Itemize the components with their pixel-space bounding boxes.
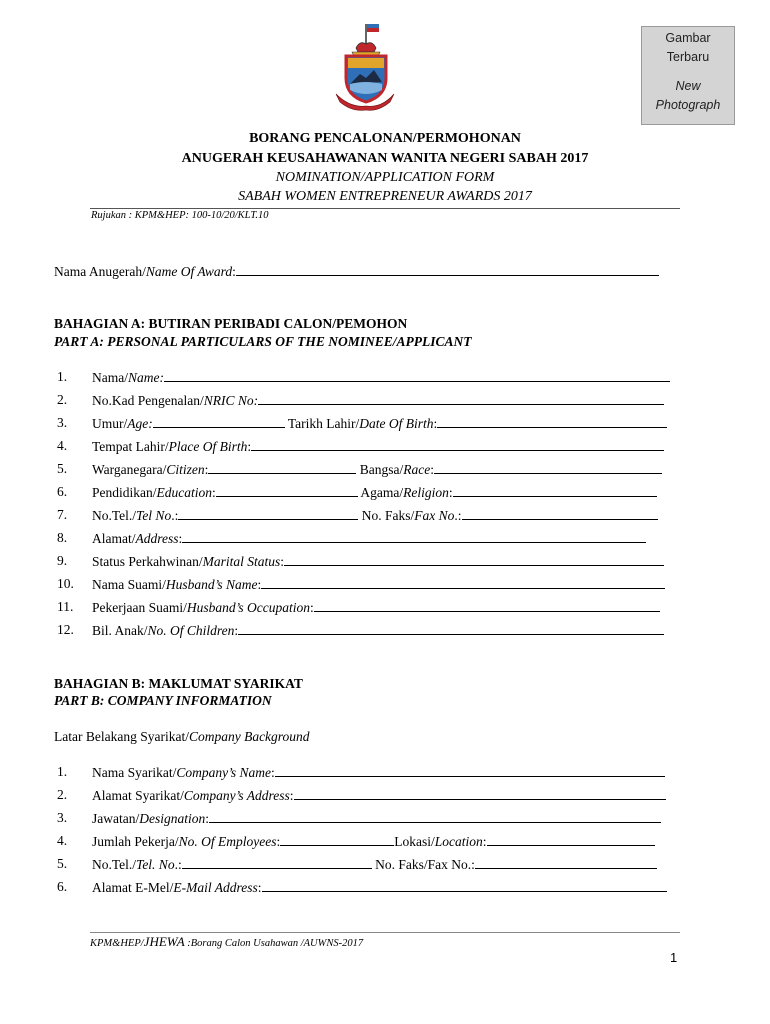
- item-label-ms: Umur/: [92, 416, 128, 431]
- item-label-en: Tel. No: [136, 857, 175, 872]
- item-label-ms: Status Perkahwinan/: [92, 554, 203, 569]
- item-colon: :: [257, 880, 262, 895]
- item-number: 3.: [57, 810, 68, 825]
- item-label-en: Company’s Address: [183, 788, 290, 803]
- age-input-line[interactable]: [153, 414, 285, 428]
- footer-divider: [90, 932, 680, 933]
- photo-box-label-en-2: Photograph: [655, 98, 721, 112]
- company-background-en: Company Background: [188, 729, 310, 744]
- children-input-line[interactable]: [238, 621, 664, 635]
- item-label-en-2: Date Of Birth: [359, 416, 434, 431]
- item-number: 4.: [57, 438, 68, 453]
- item-colon-2: :: [482, 834, 487, 849]
- husband-name-input-line[interactable]: [261, 575, 665, 589]
- footer-text: [90, 934, 363, 950]
- photo-box-label-ms-2: Terbaru: [666, 50, 710, 64]
- item-label-en: Age:: [127, 416, 153, 431]
- item-label-en: Citizen: [166, 462, 205, 477]
- item-number: 3.: [57, 415, 68, 430]
- item-colon-2: :: [433, 416, 438, 431]
- item-colon: :: [212, 485, 216, 500]
- item-colon: :: [204, 462, 209, 477]
- item-number: 10.: [57, 576, 74, 591]
- photo-box-label-en-1: New: [675, 79, 701, 93]
- photo-box: [641, 26, 735, 125]
- education-input-line[interactable]: [216, 483, 358, 497]
- item-label-en: NRIC No:: [203, 393, 259, 408]
- item-label-ms: Tempat Lahir/: [92, 439, 169, 454]
- item-label-ms-2: No. Faks/Fax No.:: [371, 857, 475, 872]
- item-colon-2: :: [430, 462, 435, 477]
- award-label-en: Name Of Award: [145, 264, 233, 279]
- item-number: 9.: [57, 553, 68, 568]
- company-address-input-line[interactable]: [294, 786, 666, 800]
- tel-input-line[interactable]: [178, 506, 358, 520]
- form-title-ms: BORANG PENCALONAN/PERMOHONAN: [249, 131, 521, 146]
- item-label-en: Name:: [128, 370, 164, 385]
- religion-input-line[interactable]: [453, 483, 657, 497]
- fax-input-line[interactable]: [462, 506, 658, 520]
- reference-number: Rujukan : KPM&HEP: 100-10/20/KLT.10: [91, 210, 269, 221]
- award-colon: :: [232, 264, 236, 279]
- item-number: 1.: [57, 764, 68, 779]
- item-colon: :: [309, 600, 314, 615]
- pob-input-line[interactable]: [251, 437, 664, 451]
- item-number: 12.: [57, 622, 74, 637]
- item-colon: .:: [171, 508, 179, 523]
- item-label-ms: Pekerjaan Suami/: [92, 600, 187, 615]
- item-label-en-2: Race: [403, 462, 431, 477]
- footer-form-code: :Borang Calon Usahawan /AUWNS-2017: [184, 938, 364, 949]
- employees-input-line[interactable]: [280, 832, 394, 846]
- item-label-ms: No.Kad Pengenalan/: [92, 393, 204, 408]
- designation-input-line[interactable]: [209, 809, 661, 823]
- item-label-ms: Pendidikan/: [92, 485, 157, 500]
- company-tel-input-line[interactable]: [182, 855, 372, 869]
- location-input-line[interactable]: [487, 832, 655, 846]
- item-number: 2.: [57, 392, 68, 407]
- citizen-input-line[interactable]: [208, 460, 356, 474]
- item-number: 6.: [57, 484, 68, 499]
- item-label-en: Husband’s Name: [165, 577, 258, 592]
- part-b-heading-en: PART B: COMPANY INFORMATION: [54, 693, 272, 708]
- item-colon: :: [280, 554, 285, 569]
- item-number: 5.: [57, 461, 68, 476]
- item-label-en: Place Of Birth: [168, 439, 248, 454]
- sabah-crest-logo: [330, 18, 400, 112]
- item-label-en: Marital Status: [202, 554, 281, 569]
- company-fax-input-line[interactable]: [475, 855, 657, 869]
- item-number: 11.: [57, 599, 74, 614]
- part-a-heading-ms: BAHAGIAN A: BUTIRAN PERIBADI CALON/PEMOHON: [54, 316, 408, 331]
- part-b-heading-ms: BAHAGIAN B: MAKLUMAT SYARIKAT: [54, 676, 303, 691]
- award-name-input-line[interactable]: [236, 262, 659, 276]
- item-label-en: No. Of Employees: [178, 834, 277, 849]
- item-number: 4.: [57, 833, 68, 848]
- dob-input-line[interactable]: [437, 414, 667, 428]
- footer-dept: KPM&HEP/: [90, 938, 144, 949]
- item-label-en: Husband’s Occupation: [186, 600, 310, 615]
- item-label-ms-2: Agama/: [357, 485, 404, 500]
- item-colon: :: [205, 811, 209, 826]
- item-label-en: Tel No: [136, 508, 172, 523]
- item-label-ms: Warganegara/: [92, 462, 167, 477]
- item-colon: :: [276, 834, 281, 849]
- item-colon-2: :: [448, 485, 453, 500]
- item-label-en: Designation: [139, 811, 206, 826]
- item-label-ms: Nama Suami/: [92, 577, 166, 592]
- form-title-en: NOMINATION/APPLICATION FORM: [275, 170, 495, 185]
- item-label-en: No. Of Children: [147, 623, 235, 638]
- item-colon: :: [247, 439, 252, 454]
- item-label-en-2: Religion: [403, 485, 449, 500]
- company-background-ms: Latar Belakang Syarikat/: [54, 729, 189, 744]
- race-input-line[interactable]: [434, 460, 662, 474]
- item-label-ms: Alamat/: [92, 531, 136, 546]
- item-number: 5.: [57, 856, 68, 871]
- item-label-ms-2: Lokasi/: [394, 834, 435, 849]
- item-label-en: Address: [135, 531, 179, 546]
- name-input-line[interactable]: [164, 368, 670, 382]
- item-label-ms-2: Bangsa/: [356, 462, 404, 477]
- header-divider: [90, 208, 680, 209]
- item-label-ms-2: No. Faks/: [358, 508, 415, 523]
- item-colon-2: .:: [454, 508, 462, 523]
- item-label-ms: Alamat E-Mel/: [92, 880, 174, 895]
- photo-box-label-ms-1: Gambar: [665, 31, 711, 45]
- item-label-ms: Nama/: [92, 370, 128, 385]
- nric-input-line[interactable]: [258, 391, 664, 405]
- husband-occupation-input-line[interactable]: [314, 598, 660, 612]
- item-label-ms: No.Tel./: [92, 857, 137, 872]
- part-a-heading-en: PART A: PERSONAL PARTICULARS OF THE NOMINEE/APPLICANT: [54, 334, 472, 349]
- award-name-field: [54, 262, 659, 281]
- item-label-ms: Jawatan/: [92, 811, 140, 826]
- item-label-en-2: Fax No: [414, 508, 455, 523]
- marital-status-input-line[interactable]: [284, 552, 664, 566]
- item-label-ms: Nama Syarikat/: [92, 765, 177, 780]
- item-number: 2.: [57, 787, 68, 802]
- item-colon: :: [289, 788, 294, 803]
- item-number: 6.: [57, 879, 68, 894]
- item-label-en-2: Location: [434, 834, 483, 849]
- item-label-ms-2: Tarikh Lahir/: [284, 416, 360, 431]
- item-label-ms: Alamat Syarikat/: [92, 788, 184, 803]
- item-number: 1.: [57, 369, 68, 384]
- item-label-ms: Bil. Anak/: [92, 623, 148, 638]
- company-name-input-line[interactable]: [275, 763, 665, 777]
- item-number: 8.: [57, 530, 68, 545]
- award-title-en: SABAH WOMEN ENTREPRENEUR AWARDS 2017: [238, 189, 532, 204]
- item-label-en: Education: [156, 485, 212, 500]
- item-label-en: E-Mail Address: [173, 880, 258, 895]
- item-number: 7.: [57, 507, 68, 522]
- item-colon: :: [178, 531, 183, 546]
- item-label-ms: Jumlah Pekerja/: [92, 834, 179, 849]
- footer-unit: JHEWA: [143, 934, 185, 949]
- item-label-ms: No.Tel./: [92, 508, 137, 523]
- page-number: 1: [670, 950, 678, 965]
- company-background-label: [54, 728, 310, 746]
- item-label-en: Company’s Name: [176, 765, 271, 780]
- award-title-ms: ANUGERAH KEUSAHAWANAN WANITA NEGERI SABAH 2017: [181, 151, 589, 166]
- item-colon: .:: [174, 857, 182, 872]
- email-input-line[interactable]: [262, 878, 667, 892]
- address-input-line[interactable]: [182, 529, 646, 543]
- award-label-ms: Nama Anugerah/: [54, 264, 146, 279]
- item-colon: :: [234, 623, 239, 638]
- item-colon: :: [257, 577, 262, 592]
- item-colon: :: [271, 765, 275, 780]
